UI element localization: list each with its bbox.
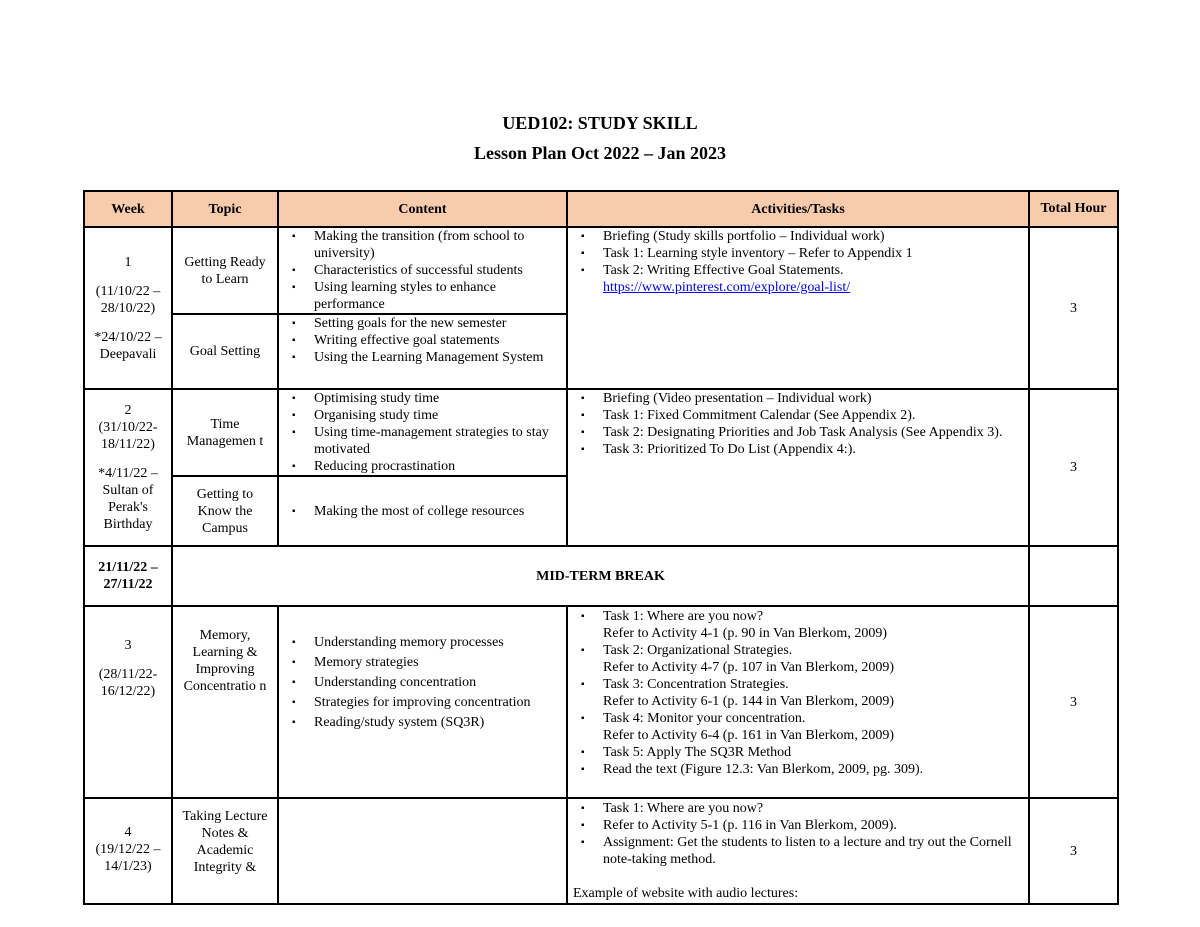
content-cell — [278, 389, 567, 476]
task-text: Task 3: Concentration Strategies. — [603, 677, 789, 692]
list-item — [573, 642, 1023, 676]
list-item: ▪ Task 1: Fixed Commitment Calendar (See Appendix 2). — [573, 407, 1023, 424]
task-ref: Refer to Activity 4-1 (p. 90 in Van Blerkom, 2009) — [603, 626, 887, 641]
week-number: 2 — [124, 403, 132, 418]
topic-cell: Getting to Know the Campus — [172, 476, 278, 546]
list-item: ▪ Using time-management strategies to stay motivated — [284, 424, 561, 458]
content-cell — [278, 476, 567, 546]
week-cell — [84, 389, 172, 546]
week-cell — [84, 227, 172, 389]
table-row — [84, 546, 1118, 606]
list-item: ▪ Using the Learning Management System — [284, 349, 561, 366]
table-row — [84, 227, 1118, 314]
content-cell — [278, 798, 567, 904]
list-item — [573, 710, 1023, 744]
content-cell — [278, 314, 567, 389]
list-item: ▪ Assignment: Get the students to listen to a lecture and try out the Cornell note-taking method. — [573, 834, 1023, 868]
col-week: Week — [84, 191, 172, 227]
list-item: ▪ Making the most of college resources — [284, 503, 561, 520]
content-cell — [278, 606, 567, 798]
list-item: ▪ Setting goals for the new semester — [284, 315, 561, 332]
hours-cell: 3 — [1029, 798, 1118, 904]
list-item: ▪ Memory strategies — [284, 653, 561, 673]
break-label: MID-TERM BREAK — [172, 546, 1029, 606]
list-item — [573, 676, 1023, 710]
list-item: ▪ Refer to Activity 5-1 (p. 116 in Van Blerkom, 2009). — [573, 817, 1023, 834]
list-item: ▪ Writing effective goal statements — [284, 332, 561, 349]
holiday-note: *4/11/22 – Sultan of Perak's Birthday — [98, 466, 158, 532]
list-item: ▪ Making the transition (from school to university) — [284, 228, 561, 262]
list-item — [573, 262, 1023, 296]
topic-cell: Getting Ready to Learn — [172, 227, 278, 314]
list-item: ▪ Task 3: Prioritized To Do List (Appendix 4:). — [573, 441, 1023, 458]
topic-cell: Goal Setting — [172, 314, 278, 389]
list-item: ▪ Reading/study system (SQ3R) — [284, 713, 561, 733]
list-item: ▪ Reducing procrastination — [284, 458, 561, 475]
col-content: Content — [278, 191, 567, 227]
list-item: ▪ Characteristics of successful students — [284, 262, 561, 279]
lesson-plan-table — [83, 190, 1119, 905]
task-text: Task 4: Monitor your concentration. — [603, 711, 806, 726]
week-number: 4 — [124, 825, 132, 840]
lesson-plan-title: Lesson Plan Oct 2022 – Jan 2023 — [473, 143, 727, 163]
week-dates: (31/10/22-18/11/22) — [98, 420, 158, 452]
week-number: 1 — [124, 254, 132, 270]
list-item: ▪ Understanding memory processes — [284, 633, 561, 653]
task-ref: Refer to Activity 6-1 (p. 144 in Van Blerkom, 2009) — [603, 694, 894, 709]
list-item: ▪ Task 5: Apply The SQ3R Method — [573, 744, 1023, 761]
hours-cell: 3 — [1029, 606, 1118, 798]
topic-cell: Memory, Learning & Improving Concentratio n — [172, 606, 278, 798]
list-item: ▪ Understanding concentration — [284, 673, 561, 693]
list-item: ▪ Task 1: Where are you now? — [573, 800, 1023, 817]
task-ref: Refer to Activity 6-4 (p. 161 in Van Blerkom, 2009) — [603, 728, 894, 743]
list-item-text: Task 2: Writing Effective Goal Statements. — [603, 263, 844, 278]
activities-cell — [567, 227, 1029, 389]
hours-cell — [1029, 546, 1118, 606]
table-row — [84, 798, 1118, 904]
content-cell — [278, 227, 567, 314]
week-cell — [84, 798, 172, 904]
audio-lecture-note: Example of website with audio lectures: — [573, 886, 799, 901]
week-dates: (28/11/22-16/12/22) — [98, 667, 158, 699]
task-text: Task 1: Where are you now? — [603, 609, 764, 624]
task-ref: Refer to Activity 4-7 (p. 107 in Van Blerkom, 2009) — [603, 660, 894, 675]
list-item: ▪ Using learning styles to enhance performance — [284, 279, 561, 313]
topic-cell: Time Managemen t — [172, 389, 278, 476]
list-item: ▪ Read the text (Figure 12.3: Van Blerkom, 2009, pg. 309). — [573, 761, 1023, 778]
list-item: ▪ Organising study time — [284, 407, 561, 424]
holiday-note: *24/10/22 – Deepavali — [94, 329, 162, 362]
list-item: ▪ Strategies for improving concentration — [284, 693, 561, 713]
goal-list-link[interactable]: https://www.pinterest.com/explore/goal-list/ — [603, 280, 851, 295]
header-row — [84, 191, 1118, 227]
course-title: UED102: STUDY SKILL — [502, 113, 698, 133]
week-dates: (19/12/22 – 14/1/23) — [95, 842, 161, 874]
table-row — [84, 606, 1118, 798]
topic-cell: Taking Lecture Notes & Academic Integrity & — [172, 798, 278, 904]
week-cell — [84, 606, 172, 798]
list-item — [573, 608, 1023, 642]
list-item: ▪ Task 2: Designating Priorities and Job Task Analysis (See Appendix 3). — [573, 424, 1023, 441]
list-item: ▪ Briefing (Study skills portfolio – Individual work) — [573, 228, 1023, 245]
table-row — [84, 389, 1118, 476]
list-item: ▪ Optimising study time — [284, 390, 561, 407]
break-dates: 21/11/22 – 27/11/22 — [84, 546, 172, 606]
col-total-hour: Total Hour — [1029, 191, 1118, 227]
hours-cell: 3 — [1029, 227, 1118, 389]
list-item: ▪ Task 1: Learning style inventory – Refer to Appendix 1 — [573, 245, 1023, 262]
activities-cell — [567, 798, 1029, 904]
list-item: ▪ Briefing (Video presentation – Individual work) — [573, 390, 1023, 407]
task-text: Task 2: Organizational Strategies. — [603, 643, 793, 658]
week-dates: (11/10/22 – 28/10/22) — [95, 283, 161, 316]
hours-cell: 3 — [1029, 389, 1118, 546]
col-topic: Topic — [172, 191, 278, 227]
col-activities: Activities/Tasks — [567, 191, 1029, 227]
week-number: 3 — [124, 638, 132, 653]
activities-cell — [567, 606, 1029, 798]
activities-cell — [567, 389, 1029, 546]
